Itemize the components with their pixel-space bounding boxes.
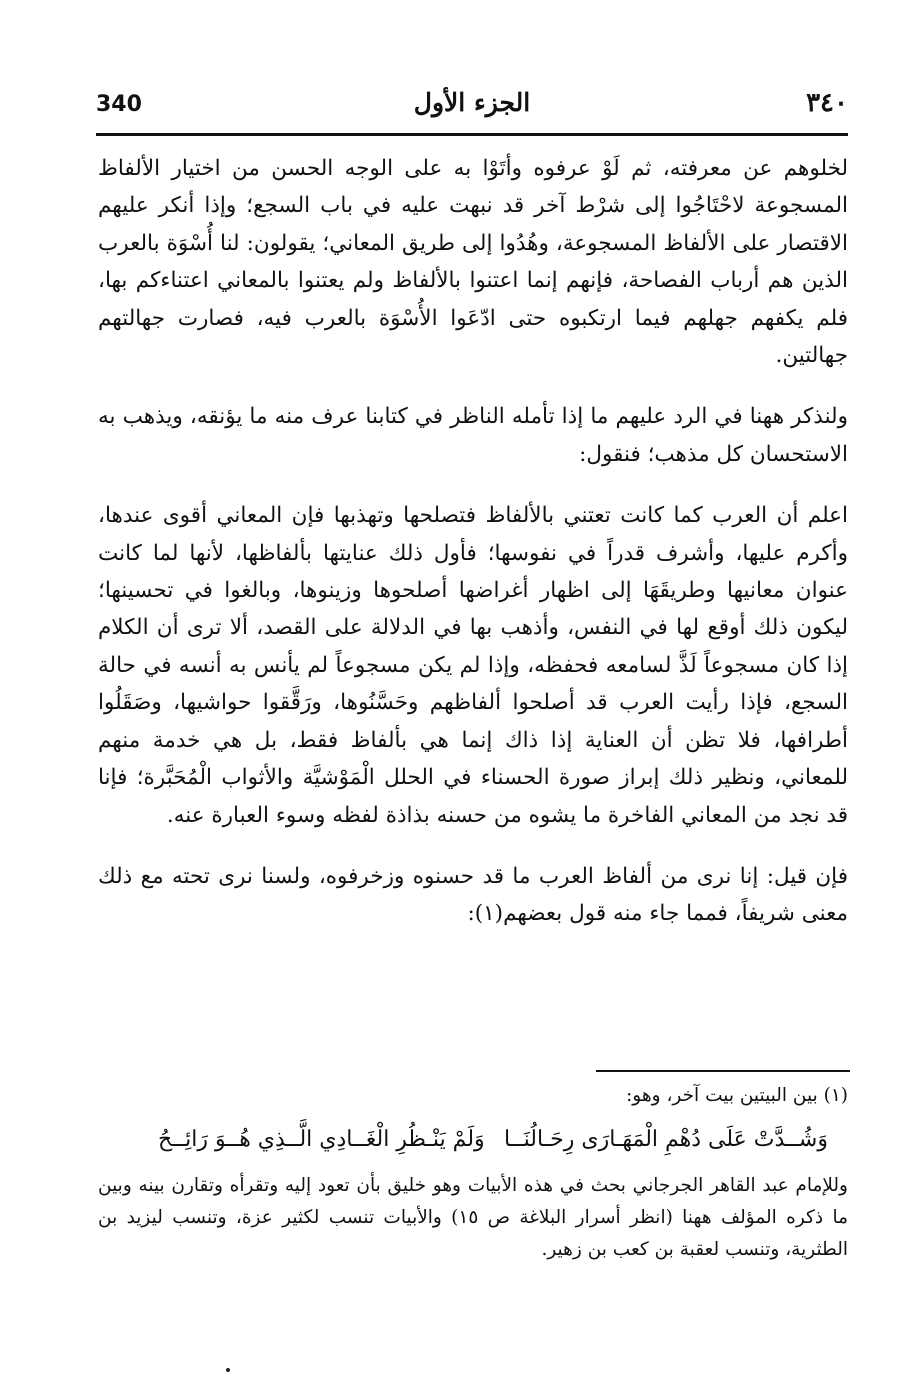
footnote-intro: (١) بين البيتين بيت آخر، وهو: (626, 1085, 848, 1106)
paragraph-3: اعلم أن العرب كما كانت تعتني بالألفاظ فتصلحها وتهذبها فإن المعاني أقوى عندها، وأكرم عليها، وأشرف قدراً في نفوسها؛ فأول ذلك عنايتها بألفاظها، لأنها لما كانت عنوان معانيها وطريقَهَا إلى اظهار أغراضها أصلحوها وزينوها، وبالغوا في تحسينها؛ ليكون ذلك أوقع لها في النفس، وأذهب بها في الدلالة على القصد، ألا ترى أن الكلام إذا كان مسجوعاً لَذَّ لسامعه فحفظه، وإذا لم يكن مسجوعاً لم يأنس به أنسه في حالة السجع، فإذا رأيت العرب قد أصلحوا ألفاظهم وحَسَّنُوها، ورَقَّقوا حواشيها، وصَقَلُوا أطرافها، فلا تظن أن العناية إذا ذاك إنما هي بألفاظ فقط، بل هي خدمة منهم للمعاني، ونظير ذلك إبراز صورة الحسناء في الحلل الْمَوْشيَّة والأثواب الْمُحَبَّرة؛ فإنا قد نجد من المعاني الفاخرة ما يشوه من حسنه بذاذة لفظه وسوء العبارة عنه. (98, 503, 848, 828)
running-title: الجزء الأول (413, 88, 531, 117)
paragraph-2: ولنذكر ههنا في الرد عليهم ما إذا تأمله الناظر في كتابنا عرف منه ما يؤنقه، ويذهب به الاستحسان كل مذهب؛ فنقول: (98, 404, 848, 467)
footnote-reference: (١): (467, 901, 504, 927)
verse-second-hemistich: وَلَمْ يَنْـظُرِ الْغَــادِي الَّــذِي هُــوَ رَائِــحُ (158, 1127, 485, 1152)
footnotes (98, 1080, 848, 1266)
print-speck (226, 1368, 230, 1372)
verse-first-hemistich: وَشُــدَّتْ عَلَى دُهْمِ الْمَهَـارَى رِحَـالُنَــا (504, 1127, 828, 1152)
page-header (96, 88, 848, 128)
footnote-note: وللإمام عبد القاهر الجرجاني بحث في هذه الأبيات وهو خليق بأن تعود إليه وتقرأه وتقارن بينه وبين ما ذكره المؤلف ههنا (انظر أسرار البلاغة ص ١٥) والأبيات تنسب لكثير عزة، وتنسب ليزيد بن الطثرية، وتنسب لعقبة بن كعب بن زهير. (98, 1175, 848, 1260)
footnote-rule (596, 1070, 850, 1072)
page-number-latin: 340 (96, 92, 142, 117)
header-rule (96, 133, 848, 136)
page-number-arabic: ٣٤٠ (806, 88, 848, 118)
verse-line (98, 1122, 848, 1158)
paragraph-1: لخلوهم عن معرفته، ثم لَوْ عرفوه وأتَوْا به على الوجه الحسن من اختيار الألفاظ المسجوعة لاحْتَاجُوا إلى شرْط آخر قد نبهت عليه في باب السجع؛ وإذا أنكر عليهم الاقتصار على الألفاظ المسجوعة، وهُدُوا إلى طريق المعاني؛ يقولون: لنا أُسْوَة بالعرب الذين هم أرباب الفصاحة، فإنهم إنما اعتنوا بالألفاظ ولم يعتنوا بالمعاني اعتناءكم بها، فلم يكفهم جهلهم فيما ارتكبوه حتى ادّعَوا الأُسْوَة بالعرب فيه، فصارت جهالتهم جهالتين. (98, 156, 848, 369)
paragraph-4 (98, 858, 848, 933)
main-text (98, 150, 848, 933)
paragraph-4-text: فإن قيل: إنا نرى من ألفاظ العرب ما قد حسنوه وزخرفوه، ولسنا نرى تحته مع ذلك معنى شريفاً، فمما جاء منه قول بعضهم (98, 863, 848, 927)
